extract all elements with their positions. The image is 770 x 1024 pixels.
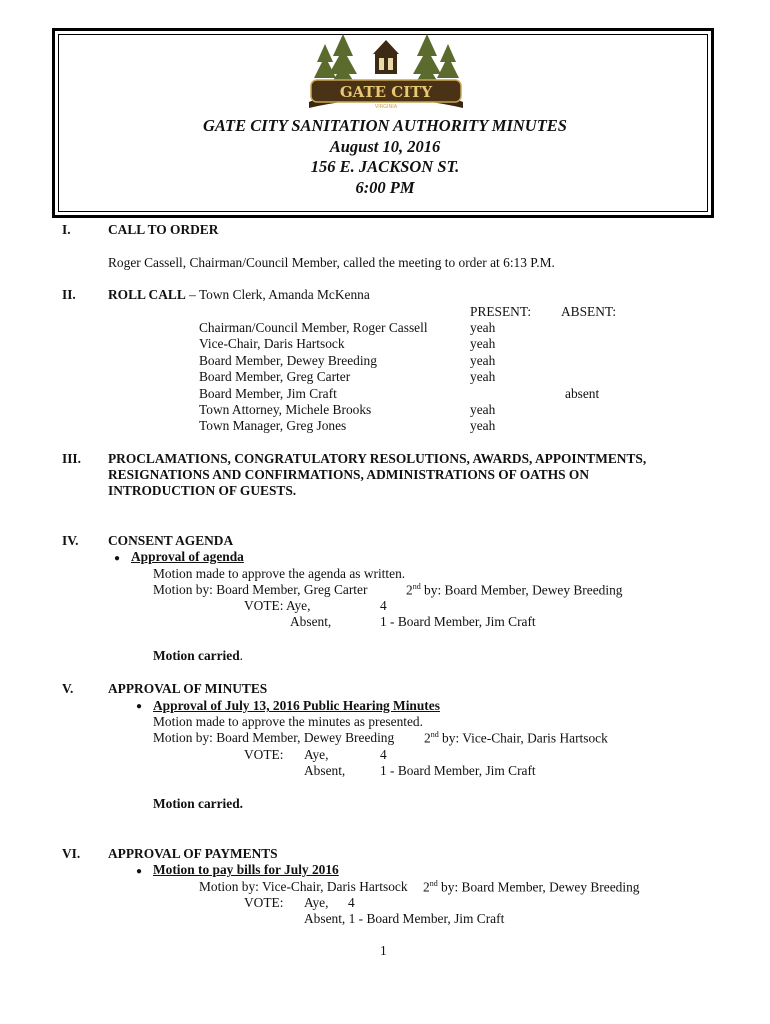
roll-call-present: yeah <box>470 320 496 335</box>
meeting-date: August 10, 2016 <box>329 137 441 156</box>
bullet-icon: ● <box>136 701 143 712</box>
minutes-vote-label: VOTE: <box>244 747 284 762</box>
roll-call-present: yeah <box>470 336 496 352</box>
call-to-order-text: Roger Cassell, Chairman/Council Member, called the meeting to order at 6:13 P.M. <box>108 255 555 270</box>
consent-second: 2nd by: Board Member, Dewey Breeding <box>406 582 623 598</box>
roll-call-line <box>108 287 370 303</box>
roll-call-name: Town Manager, Greg Jones <box>199 418 347 434</box>
minutes-second: 2nd by: Vice-Chair, Daris Hartsock <box>424 730 608 746</box>
minutes-absent-value: 1 - Board Member, Jim Craft <box>380 763 536 778</box>
minutes-motion: Motion made to approve the minutes as presented. <box>153 714 423 729</box>
bullet-icon: ● <box>136 866 143 877</box>
document-title: GATE CITY SANITATION AUTHORITY MINUTES <box>203 116 567 135</box>
consent-vote-label: VOTE: Aye, <box>244 598 311 613</box>
consent-motion: Motion made to approve the agenda as written. <box>153 566 406 581</box>
minutes-result: Motion carried. <box>153 796 243 811</box>
roll-call-name: Chairman/Council Member, Roger Cassell <box>199 320 428 335</box>
gate-city-logo <box>303 30 469 112</box>
payments-vote-label: VOTE: <box>244 895 284 910</box>
consent-aye-count: 4 <box>380 598 387 613</box>
section-1-heading: CALL TO ORDER <box>108 222 219 237</box>
section-3-heading-line-2: RESIGNATIONS AND CONFIRMATIONS, ADMINISTRATIONS OF OATHS ON <box>108 467 590 482</box>
roll-call-name: Board Member, Greg Carter <box>199 369 351 385</box>
absent-column-header: ABSENT: <box>561 304 617 319</box>
section-3-heading-line-3: INTRODUCTION OF GUESTS. <box>108 483 297 498</box>
section-4-heading: CONSENT AGENDA <box>108 533 234 548</box>
roll-call-present: yeah <box>470 352 496 368</box>
roll-call-dash: – <box>189 287 196 302</box>
consent-result: Motion carried. <box>153 648 243 663</box>
bullet-icon: ● <box>114 553 121 564</box>
roll-call-present: yeah <box>470 418 496 434</box>
section-6-heading: APPROVAL OF PAYMENTS <box>108 846 278 861</box>
section-5-heading: APPROVAL OF MINUTES <box>108 681 268 696</box>
payments-absent-line: Absent, 1 - Board Member, Jim Craft <box>304 911 505 926</box>
meeting-time: 6:00 PM <box>355 178 415 197</box>
section-2-number: II. <box>62 287 76 302</box>
payments-item: Motion to pay bills for July 2016 <box>153 862 339 877</box>
minutes-motion-by: Motion by: Board Member, Dewey Breeding <box>153 730 395 745</box>
section-3-number: III. <box>62 451 81 466</box>
consent-item: Approval of agenda <box>131 549 244 564</box>
payments-aye-label: Aye, <box>304 895 329 910</box>
consent-motion-by: Motion by: Board Member, Greg Carter <box>153 582 368 597</box>
payments-aye-count: 4 <box>348 895 355 910</box>
section-5-number: V. <box>62 681 74 696</box>
minutes-absent-label: Absent, <box>304 763 346 778</box>
consent-absent-label: Absent, <box>290 614 332 629</box>
roll-call-name: Town Attorney, Michele Brooks <box>199 402 372 417</box>
roll-call-name: Vice-Chair, Daris Hartsock <box>199 336 345 352</box>
roll-call-name: Board Member, Dewey Breeding <box>199 352 377 368</box>
minutes-aye-count: 4 <box>380 747 387 762</box>
section-3-heading-line-1: PROCLAMATIONS, CONGRATULATORY RESOLUTIONS, AWARDS, APPOINTMENTS, <box>108 451 647 466</box>
meeting-address: 156 E. JACKSON ST. <box>310 157 460 176</box>
roll-call-absent: absent <box>565 385 600 401</box>
section-4-number: IV. <box>62 533 79 548</box>
minutes-item: Approval of July 13, 2016 Public Hearing Minutes <box>153 698 440 713</box>
section-6-number: VI. <box>62 846 81 861</box>
roll-call-present: yeah <box>470 369 496 385</box>
roll-call-present: yeah <box>470 402 496 417</box>
logo-text: GATE CITY <box>339 83 433 101</box>
minutes-aye-label: Aye, <box>304 747 329 762</box>
page-number: 1 <box>380 943 387 958</box>
payments-motion-by: Motion by: Vice-Chair, Daris Hartsock <box>199 879 408 894</box>
logo-subtext: VIRGINIA <box>374 104 398 110</box>
consent-absent-value: 1 - Board Member, Jim Craft <box>380 614 536 629</box>
present-column-header: PRESENT: <box>470 304 532 319</box>
section-2-heading: ROLL CALL <box>108 287 186 302</box>
section-1-number: I. <box>62 222 71 237</box>
payments-second: 2nd by: Board Member, Dewey Breeding <box>423 879 640 895</box>
roll-call-clerk: Town Clerk, Amanda McKenna <box>198 287 370 302</box>
roll-call-name: Board Member, Jim Craft <box>199 385 337 401</box>
